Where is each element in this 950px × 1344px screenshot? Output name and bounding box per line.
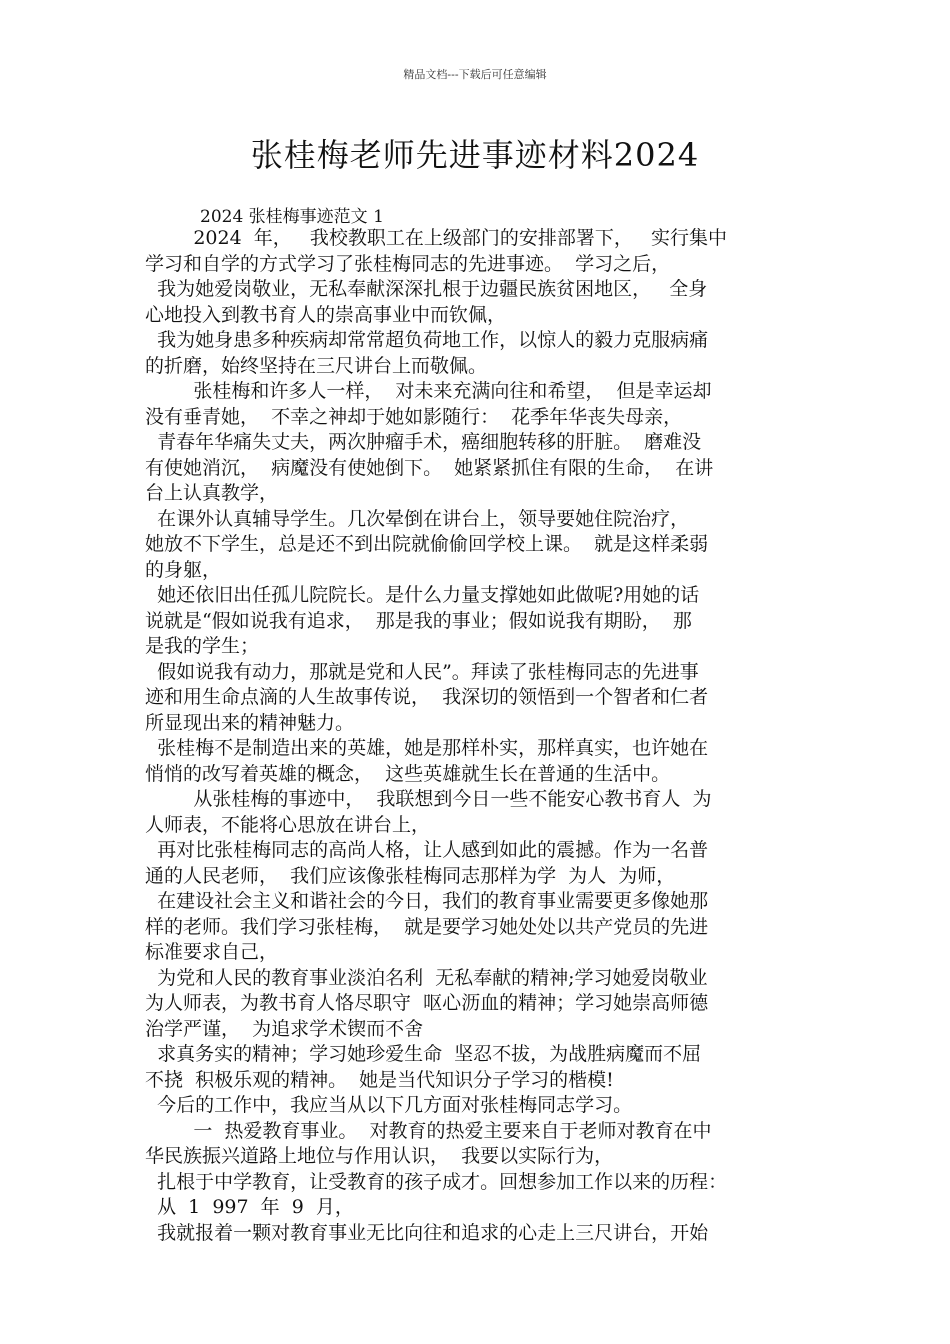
- text-line: 的身躯，: [145, 558, 222, 581]
- text-line: 我就报着一颗对教育事业无比向往和追求的心走上三尺讲台，开始: [145, 1221, 709, 1244]
- text-line: 张桂梅不是制造出来的英雄，她是那样朴实，那样真实，也许她在: [145, 737, 709, 759]
- section-subheading: 2024 张桂梅事迹范文 1: [200, 207, 384, 227]
- text-line: 为党和人民的教育事业淡泊名利 无私奉献的精神;学习她爱岗敬业: [145, 966, 708, 989]
- text-line: 假如说我有动力，那就是党和人民”。拜读了张桂梅同志的先进事: [145, 660, 699, 683]
- text-line: 通的人民老师， 我们应该像张桂梅同志那样为学 为人 为师，: [145, 864, 676, 887]
- text-line: 今后的工作中，我应当从以下几方面对张桂梅同志学习。: [145, 1094, 633, 1116]
- text-line: 所显现出来的精神魅力。: [145, 711, 355, 734]
- text-line: 求真务实的精神；学习她珍爱生命 坚忍不拔，为战胜病魔而不屈: [145, 1043, 702, 1065]
- text-line: 迹和用生命点滴的人生故事传说， 我深切的领悟到一个智者和仁者: [145, 686, 709, 708]
- text-line: 是我的学生；: [145, 635, 260, 657]
- text-line: 一 热爱教育事业。 对教育的热爱主要来自于老师对教育在中: [145, 1119, 712, 1142]
- text-line: 不挠 积极乐观的精神。 她是当代知识分子学习的楷模!: [145, 1068, 614, 1091]
- text-line: 我为她爱岗敬业，无私奉献深深扎根于边疆民族贫困地区， 全身: [145, 278, 708, 300]
- text-line: 张桂梅和许多人一样， 对未来充满向往和希望， 但是幸运却: [145, 380, 712, 402]
- text-line: 她放不下学生，总是还不到出院就偷偷回学校上课。 就是这样柔弱: [145, 533, 709, 555]
- text-line: 说就是“假如说我有追求， 那是我的事业；假如说我有期盼， 那: [145, 609, 692, 632]
- page-header: 精品文档---下载后可任意编辑: [403, 68, 547, 81]
- text-line: 心地投入到教书育人的崇高事业中而钦佩，: [145, 303, 507, 326]
- text-line: 她还依旧出任孤儿院院长。是什么力量支撑她如此做呢?用她的话: [145, 584, 700, 606]
- document-title: 张桂梅老师先进事迹材料2024: [250, 136, 700, 174]
- body-text: [145, 226, 810, 1246]
- text-line: 人师表，不能将心思放在讲台上，: [145, 813, 431, 836]
- text-line: 在课外认真辅导学生。几次晕倒在讲台上，领导要她住院治疗，: [145, 507, 690, 530]
- text-line: 华民族振兴道路上地位与作用认识， 我要以实际行为，: [145, 1145, 614, 1167]
- text-line: 治学严谨， 为追求学术锲而不舍: [145, 1017, 424, 1040]
- text-line: 从 1 997 年 9 月，: [145, 1196, 354, 1218]
- text-line: 再对比张桂梅同志的高尚人格，让人感到如此的震撼。作为一名普: [145, 839, 709, 861]
- text-line: 的折磨，始终坚持在三尺讲台上而敬佩。: [145, 354, 488, 377]
- text-line: 2024 年， 我校教职工在上级部门的安排部署下， 实行集中: [145, 227, 727, 249]
- text-line: 悄悄的改写着英雄的概念， 这些英雄就生长在普通的生活中。: [145, 762, 671, 785]
- text-line: 青春年华痛失丈夫，两次肿瘤手术，癌细胞转移的肝脏。 磨难没: [145, 431, 702, 453]
- text-line: 有使她消沉， 病魔没有使她倒下。 她紧紧抓住有限的生命， 在讲: [145, 456, 714, 479]
- text-line: 从张桂梅的事迹中， 我联想到今日一些不能安心教书育人 为: [145, 788, 712, 810]
- text-line: 我为她身患多种疾病却常常超负荷地工作，以惊人的毅力克服病痛: [145, 329, 709, 351]
- text-line: 标准要求自己，: [145, 941, 279, 963]
- text-line: 扎根于中学教育，让受教育的孩子成才。回想参加工作以来的历程：: [145, 1170, 728, 1193]
- text-line: 在建设社会主义和谐社会的今日，我们的教育事业需要更多像她那: [145, 890, 709, 912]
- text-line: 没有垂青她， 不幸之神却于她如影随行： 花季年华丧失母亲，: [145, 405, 683, 428]
- text-line: 台上认真教学，: [145, 482, 279, 504]
- text-line: 为人师表，为教书育人恪尽职守 呕心沥血的精神；学习她崇高师德: [145, 992, 709, 1014]
- text-line: 学习和自学的方式学习了张桂梅同志的先进事迹。 学习之后，: [145, 252, 671, 275]
- text-line: 样的老师。我们学习张桂梅， 就是要学习她处处以共产党员的先进: [145, 915, 709, 938]
